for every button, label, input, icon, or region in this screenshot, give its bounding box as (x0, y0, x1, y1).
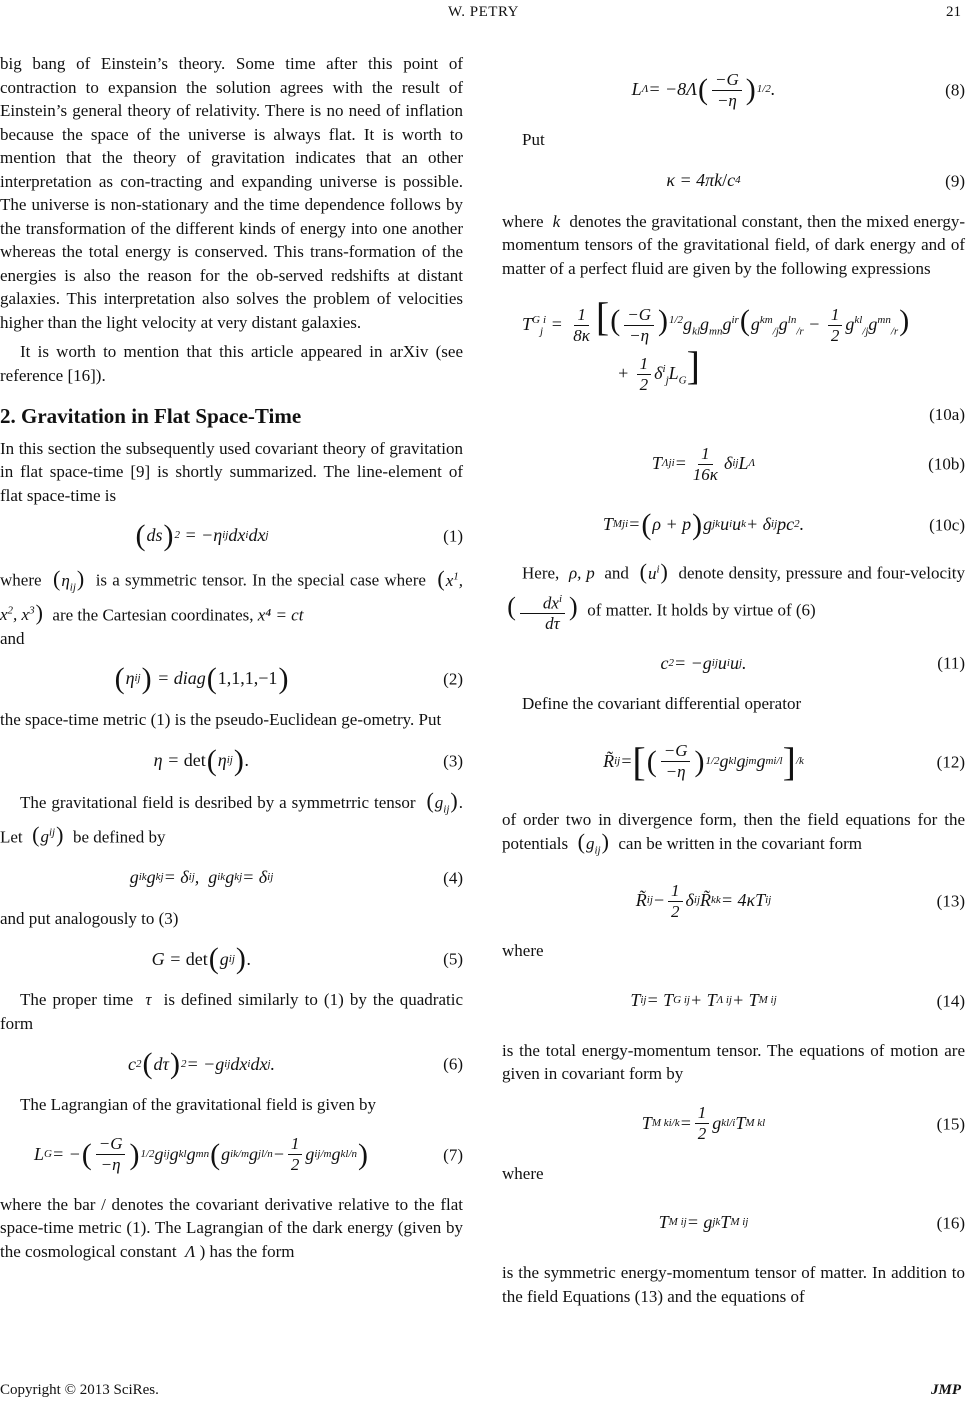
equation-11: c 2 = −g ij u i u j . (11) (660, 652, 965, 673)
paragraph: The proper time τ is defined similarly to (1) by the quadratic form (0, 990, 463, 1033)
equation-13: R̃ i j − $\frac{1}{2}$ δ i j R̃ k k = 4κT i j (13) (635, 880, 965, 921)
equation-6: c 2 ( dτ ) 2 = −g ij dx i dx j . (6) (128, 1047, 463, 1081)
paragraph: where the bar / denotes the covariant derivative relative to the flat space-time metric (1). The Lagrangian of the dark energy (given by the cosmological constant Λ ) has the form (0, 1194, 463, 1261)
equation-1: ( ds ) 2 = −η ij dx i dx j (1) (135, 519, 463, 552)
paragraph: Define the covariant differential operator (522, 694, 802, 714)
copyright-notice: Copyright © 2013 SciRes. (0, 1382, 159, 1398)
paragraph: The Lagrangian of the gravitational field is given by (20, 1095, 376, 1115)
equation-10b: T Λ j i = $\frac{1}{16\kappa}$ δ i j L Λ (10b) (651, 443, 965, 484)
paragraph: where k denotes the gravitational constant, then the mixed energy-momentum tensors of the gravitational field, of dark energy and of matter of a perfect fluid are given by the following expressions (502, 211, 965, 278)
journal-abbrev: JMP (931, 1382, 961, 1398)
paragraph: where $(\eta_{ij})$ is a symmetric tensor. In the special case where ($x^1$, $x^2$, $x^3$) are the Cartesian coordinates, x⁴ = ct and (0, 565, 464, 648)
paragraph: of order two in divergence form, then the field equations for the potentials $(g_{ij})$ can be written in the covariant form (502, 809, 965, 857)
equation-15: T M k i/k = $\frac{1}{2}$ g kl/i T M kl (15) (641, 1103, 965, 1144)
left-column (0, 52, 463, 1269)
equation-10a: $T^G_j^i$ = $\frac{1}{8\kappa}$ [( $\frac{-G}{-\eta}$ )$^{1/2}g_{kl}g_{mn}g^{ir}(g^{km}_{/j}g^{ln}_{/r}$ − $\frac{1}{2}$ $g^{kl}_{/j}g^{mn}_{/r}$) + $\frac{1}{2}$ $\delta^i_jL_G$] (10a) (522, 293, 965, 424)
paragraph: Put (522, 130, 545, 149)
equation-9: κ = 4πk / c 4 (9) (666, 169, 965, 190)
paragraph: and put analogously to (3) (0, 908, 179, 928)
paragraph: is the total energy-momentum tensor. The equations of motion are given in covariant form by (502, 1040, 965, 1084)
paragraph: where (502, 1163, 544, 1183)
right-column (502, 52, 965, 1314)
paragraph: big bang of Einstein’s theory. Some time after this point of contraction to expansion the solution agrees with the result of Einstein’s general theory of relativity. There is no need of inflation because the space of the universe is always flat. It is worth to mention that the theory of gravitation indicates that an other interpretation as con-tracting and expanding universe is possible. The universe is non-stationary and the time dependence follows by the transformation of the different kinds of energy into one another whereas the total energy is conserved. This trans-formation of the energies is also the reason for the ob-served redshifts at distant galaxies. This interpretation also solves the problem of velocities higher than the light velocity at very distant galaxies. (0, 54, 463, 332)
equation-10c: T M j i = ( ρ + p ) g jk u i u k + δ i j pc 2 . (10c) (602, 508, 965, 541)
paragraph: In this section the subsequently used covariant theory of gravitation in flat space-time [9] is shortly summarized. The line-element of flat space-time is (0, 438, 463, 505)
equation-8: L Λ = −8Λ ( $\frac{-G}{-\eta}$ ) 1/2 . (8) (631, 69, 965, 110)
paragraph: The gravitational field is desribed by a symmetrric tensor $(g_{ij})$. Let $(g^{ij})$ be defined by (0, 787, 463, 848)
equation-12: R̃ i j = [ ( $\frac{-G}{-\eta}$ ) 1/2 g kl g jm g mi /l ] /k (12) (603, 738, 965, 784)
paragraph: is the symmetric energy-momentum tensor of matter. In addition to the field Equations (13) and the equations of (502, 1263, 965, 1306)
equation-3: η = det ( η ij ) . (3) (153, 743, 463, 777)
equation-7: L G = − ( $\frac{-G}{-\eta}$ ) 1/2 g ij g kl g mn ( g ik /m g jl /n − $\frac{1}{2}$ g ij /m g kl /n ) (7) (33, 1134, 463, 1175)
equation-4: g ik g kj = δ i j , g ik g kj = δ i j (4) (129, 867, 463, 887)
section-title: 2. Gravitation in Flat Space-Time (0, 404, 302, 428)
paragraph: where (502, 941, 544, 961)
paragraph: Here, ρ, p and $(u^i)$ denote density, pressure and four-velocity ( $\frac{dx^i}{d\tau}$ ) of matter. It holds by virtue of (6) (507, 558, 966, 634)
paragraph: It is worth to mention that this article appeared in arXiv (see reference [16]). (0, 342, 463, 385)
equation-2: ( η ij ) = diag ( 1,1,1,−1 ) (2) (114, 662, 463, 696)
page-header (0, 4, 967, 28)
equation-14: T i j = T G i j + T Λ i j + T M i j (14) (630, 989, 965, 1010)
running-author: W. PETRY (448, 4, 519, 20)
equation-16: T M ij = g jk T M i j (16) (658, 1212, 965, 1233)
page-number: 21 (946, 4, 961, 20)
equation-5: G = det ( g ij ) . (5) (151, 942, 463, 976)
paragraph: the space-time metric (1) is the pseudo-Euclidean ge-ometry. Put (0, 710, 442, 730)
